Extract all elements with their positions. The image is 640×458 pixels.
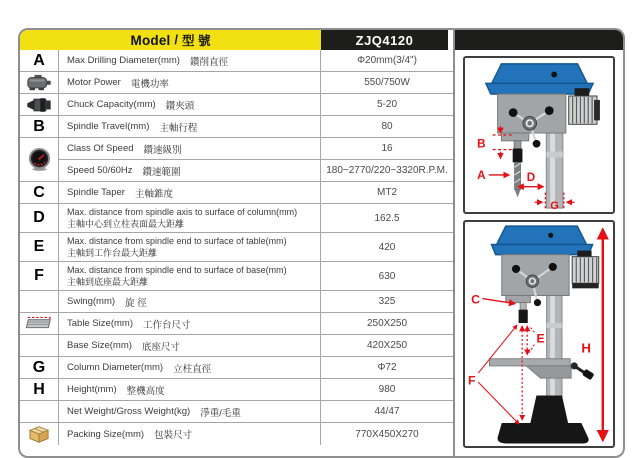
column	[547, 293, 562, 397]
diagram-panel-header	[455, 30, 623, 50]
spec-label-en: Class Of Speed	[67, 143, 134, 154]
spec-label-en: Packing Size(mm)	[67, 428, 145, 440]
spec-label-en: Max. distance from spindle end to surface of base(mm)	[67, 265, 287, 276]
spec-value-cell: 180~2770/220~3320R.P.M.	[321, 160, 453, 182]
spec-label-zh: 主軸錐度	[134, 188, 173, 200]
model-number-cell: ZJQ4120	[321, 30, 448, 50]
model-label-en: Model	[130, 32, 171, 48]
dimension-letter-f	[20, 262, 59, 291]
spec-value-cell: 250X250	[321, 313, 453, 335]
dimension-label-d: D	[526, 170, 536, 184]
spec-label-cell	[59, 160, 321, 182]
dimension-letter-text: C	[33, 183, 45, 201]
full-machine-diagram	[463, 220, 615, 448]
dimension-letter-a	[20, 50, 59, 72]
spec-label-cell	[59, 335, 321, 357]
dimension-letter-c	[20, 182, 59, 204]
spec-label-en: Height(mm)	[67, 384, 117, 395]
specification-table	[18, 28, 455, 458]
diagram-panel	[455, 28, 625, 458]
box-icon	[27, 424, 51, 444]
cover-knob	[548, 233, 553, 238]
spindle-and-chuck	[519, 303, 528, 323]
spec-label-zh: 鑽削直徑	[189, 56, 228, 68]
spec-label-zh: 立柱直徑	[173, 363, 212, 375]
spec-value-cell: 162.5	[321, 204, 453, 233]
spec-label-en: Table Size(mm)	[67, 318, 133, 329]
spec-label-zh: 鑽速級別	[143, 144, 182, 156]
head-detail-diagram	[463, 56, 615, 214]
model-label-zh: 型 號	[182, 34, 211, 48]
dimension-letter-b	[20, 116, 59, 138]
cover-knob	[551, 72, 557, 78]
head-detail-illustration	[465, 58, 613, 212]
spec-label-cell	[59, 401, 321, 423]
dimension-letter-h	[20, 379, 59, 401]
box-icon	[20, 423, 59, 445]
full-machine-illustration	[465, 222, 613, 446]
diagram-panel-body	[455, 50, 623, 456]
chuck-icon	[25, 96, 53, 114]
spec-value-cell: 770X450X270	[321, 423, 453, 445]
model-separator: /	[174, 33, 178, 47]
spec-label-en: Spindle Travel(mm)	[67, 121, 150, 132]
spec-label-cell	[59, 291, 321, 313]
icon-cell-empty	[20, 335, 59, 357]
spec-label-cell	[59, 379, 321, 401]
dimension-letter-text: F	[34, 267, 44, 284]
spec-label-zh: 主軸中心到立柱表面最大距離	[67, 218, 185, 229]
spec-value-cell: 5-20	[321, 94, 453, 116]
chuck-icon	[20, 94, 59, 116]
spec-label-zh: 旋 徑	[125, 297, 147, 309]
spec-label-cell	[59, 423, 321, 445]
spec-label-zh: 整機高度	[126, 385, 165, 397]
spec-value-cell: 630	[321, 262, 453, 291]
dimension-letter-text: B	[33, 117, 45, 135]
dimension-letter-text: A	[33, 51, 45, 69]
spec-label-zh: 鑽夾頭	[165, 100, 195, 112]
spec-label-cell	[59, 233, 321, 262]
dimension-a	[477, 169, 509, 182]
table-icon	[25, 315, 53, 332]
spec-value-cell: 420X250	[321, 335, 453, 357]
spec-label-zh: 電機功率	[130, 78, 169, 90]
dimension-letter-text: D	[33, 209, 45, 226]
spec-label-cell	[59, 116, 321, 138]
spec-label-zh: 主軸行程	[159, 122, 198, 134]
spec-label-en: Column Diameter(mm)	[67, 362, 164, 373]
dimension-letter-d	[20, 204, 59, 233]
spec-value-cell: 325	[321, 291, 453, 313]
spec-label-zh: 包裝尺寸	[154, 430, 193, 441]
motor	[572, 251, 599, 289]
spec-label-cell	[59, 262, 321, 291]
spec-label-en: Max Drilling Diameter(mm)	[67, 55, 180, 66]
dimension-letter-text: E	[33, 238, 45, 255]
motor-icon	[20, 72, 59, 94]
spec-label-zh: 底座尺寸	[141, 341, 180, 353]
dimension-f	[468, 325, 522, 424]
spec-label-zh: 鑽速範圍	[142, 166, 181, 178]
dimension-label-e: E	[536, 331, 545, 346]
dimension-e	[527, 326, 544, 355]
spec-label-en: Net Weight/Gross Weight(kg)	[67, 406, 191, 417]
spec-value-cell: 420	[321, 233, 453, 262]
gauge-icon	[20, 138, 59, 182]
spec-grid	[20, 50, 453, 445]
dimension-label-f: F	[468, 373, 476, 388]
spec-value-cell: 16	[321, 138, 453, 160]
spec-label-zh: 工作台尺寸	[143, 319, 191, 331]
table-crank-handle	[571, 362, 595, 380]
spec-label-cell	[59, 357, 321, 379]
spec-sheet	[18, 28, 625, 458]
spec-label-zh: 淨重/毛重	[200, 407, 241, 419]
spec-label-en: Motor Power	[67, 77, 121, 88]
dimension-label-h: H	[581, 340, 591, 356]
spec-label-cell	[59, 50, 321, 72]
dimension-letter-text: G	[32, 358, 46, 376]
dimension-label-a: A	[477, 168, 486, 182]
dimension-label-c: C	[471, 292, 480, 307]
spec-label-cell	[59, 204, 321, 233]
dimension-d	[518, 171, 543, 187]
spec-label-en: Swing(mm)	[67, 296, 116, 307]
spec-value-cell: 550/750W	[321, 72, 453, 94]
dimension-letter-text: H	[33, 380, 45, 398]
spec-label-cell	[59, 182, 321, 204]
dimension-letter-e	[20, 233, 59, 262]
spec-value-cell: 980	[321, 379, 453, 401]
spec-label-en: Base Size(mm)	[67, 340, 132, 351]
spec-value-cell: MT2	[321, 182, 453, 204]
work-table	[489, 359, 594, 381]
table-icon	[20, 313, 59, 335]
base	[498, 396, 589, 444]
spec-value-cell: Φ72	[321, 357, 453, 379]
spec-label-cell	[59, 138, 321, 160]
motor-icon	[25, 74, 53, 92]
model-header-cell	[20, 30, 321, 50]
belt-cover	[492, 226, 593, 255]
spec-label-en: Spindle Taper	[67, 187, 125, 198]
spec-label-en: Max. distance from spindle axis to surface of column(mm)	[67, 207, 298, 218]
column	[546, 122, 563, 208]
spec-value-cell: Φ20mm(3/4")	[321, 50, 453, 72]
spec-label-zh: 主軸到工作台最大距離	[67, 247, 158, 258]
spec-value-cell: 44/47	[321, 401, 453, 423]
dimension-label-b: B	[477, 137, 486, 151]
dimension-letter-g	[20, 357, 59, 379]
spec-label-cell	[59, 313, 321, 335]
gauge-icon	[27, 147, 52, 172]
spec-label-en: Max. distance from spindle end to surface of table(mm)	[67, 236, 287, 247]
spec-label-zh: 主軸到底座最大距離	[67, 276, 149, 287]
spec-value-cell: 80	[321, 116, 453, 138]
table-header	[20, 30, 453, 50]
dimension-label-g: G	[550, 200, 559, 212]
spec-label-cell	[59, 72, 321, 94]
icon-cell-empty	[20, 291, 59, 313]
spec-label-en: Speed 50/60Hz	[67, 165, 133, 176]
spec-label-cell	[59, 94, 321, 116]
icon-cell-empty	[20, 401, 59, 423]
spindle-and-drill-bit	[513, 141, 523, 198]
spec-label-en: Chuck Capacity(mm)	[67, 99, 156, 110]
